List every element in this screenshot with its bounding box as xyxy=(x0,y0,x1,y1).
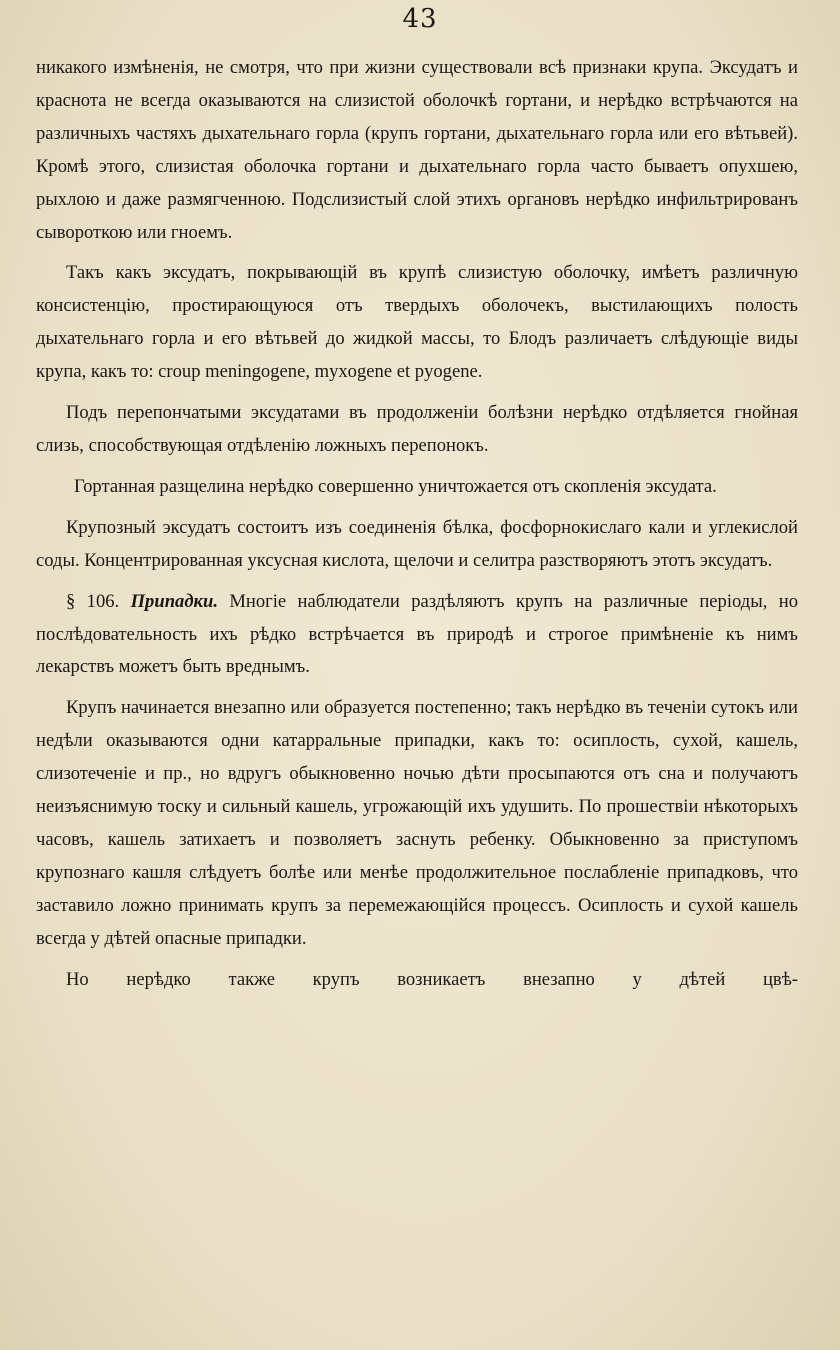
paragraph-2: Такъ какъ эксудатъ, покрывающій въ крупѣ слизистую оболочку, имѣетъ различную консистенцію, простирающуюся отъ твердыхъ оболочекъ, выстилающихъ полость дыхательнаго горла и его вѣтьвей до жидкой массы, то Блодъ различаетъ слѣдующіе виды крупа, какъ то: croup meningogene, myxogene et pyogene. xyxy=(36,262,798,383)
body-text xyxy=(36,52,798,1004)
section-title: Припадки. xyxy=(130,590,218,612)
paragraph-5: Крупозный эксудатъ состоитъ изъ соединенія бѣлка, фосфорнокислаго кали и углекислой соды. Концентрированная уксусная кислота, щелочи и селитра разстворяютъ этотъ эксудатъ. xyxy=(36,516,798,571)
paragraph-3: Подъ перепончатыми эксудатами въ продолженіи болѣзни нерѣдко отдѣляется гнойная слизь, способствующая отдѣленію ложныхъ перепонокъ. xyxy=(36,402,798,456)
paragraph-4: Гортанная разщелина нерѣдко совершенно уничтожается отъ скопленія эксудата. xyxy=(74,475,717,497)
section-text: Многіе наблюдатели раздѣляютъ крупъ на различные періоды, но послѣдовательность ихъ рѣдко встрѣчается въ природѣ и строгое примѣненіе къ нимъ лекарствъ можетъ быть вреднымъ. xyxy=(36,590,798,678)
paragraph-7: Крупъ начинается внезапно или образуется постепенно; такъ нерѣдко въ теченіи сутокъ или недѣли оказываются одни катарральные припадки, какъ то: осиплость, сухой, кашель, слизотеченіе и пр., но вдругъ обыкновенно ночью дѣти просыпаются отъ сна и получаютъ неизъяснимую тоску и сильный кашель, угрожающій ихъ удушить. По прошествіи нѣкоторыхъ часовъ, кашель затихаетъ и позволяетъ заснуть ребенку. Обыкновенно за приступомъ крупознаго кашля слѣдуетъ болѣе или менѣе продолжительное послабленіе припадковъ, что заставило ложно принимать крупъ за перемежающійся процессъ. Осиплость и сухой кашель всегда у дѣтей опасные припадки. xyxy=(36,697,798,949)
paragraph-6-section xyxy=(36,586,798,685)
paragraph-1: никакого измѣненія, не смотря, что при жизни существовали всѣ признаки крупа. Эксудатъ и краснота не всегда оказываются на слизистой оболочкѣ гортани, и нерѣдко встрѣчаются на различныхъ частяхъ дыхательнаго горла (крупъ гортани, дыхательнаго горла или его вѣтьвей). Кромѣ этого, слизистая оболочка гортани и дыхательнаго горла часто бываетъ опухшею, рыхлою и даже размягченною. Подслизистый слой этихъ органовъ нерѣдко инфильтрированъ сывороткою или гноемъ. xyxy=(36,57,798,243)
paragraph-8: Но нерѣдко также крупъ возникаетъ внезапно у дѣтей цвѣ- xyxy=(66,968,798,990)
section-number: § 106. xyxy=(66,590,120,612)
page-number: 43 xyxy=(402,4,438,34)
